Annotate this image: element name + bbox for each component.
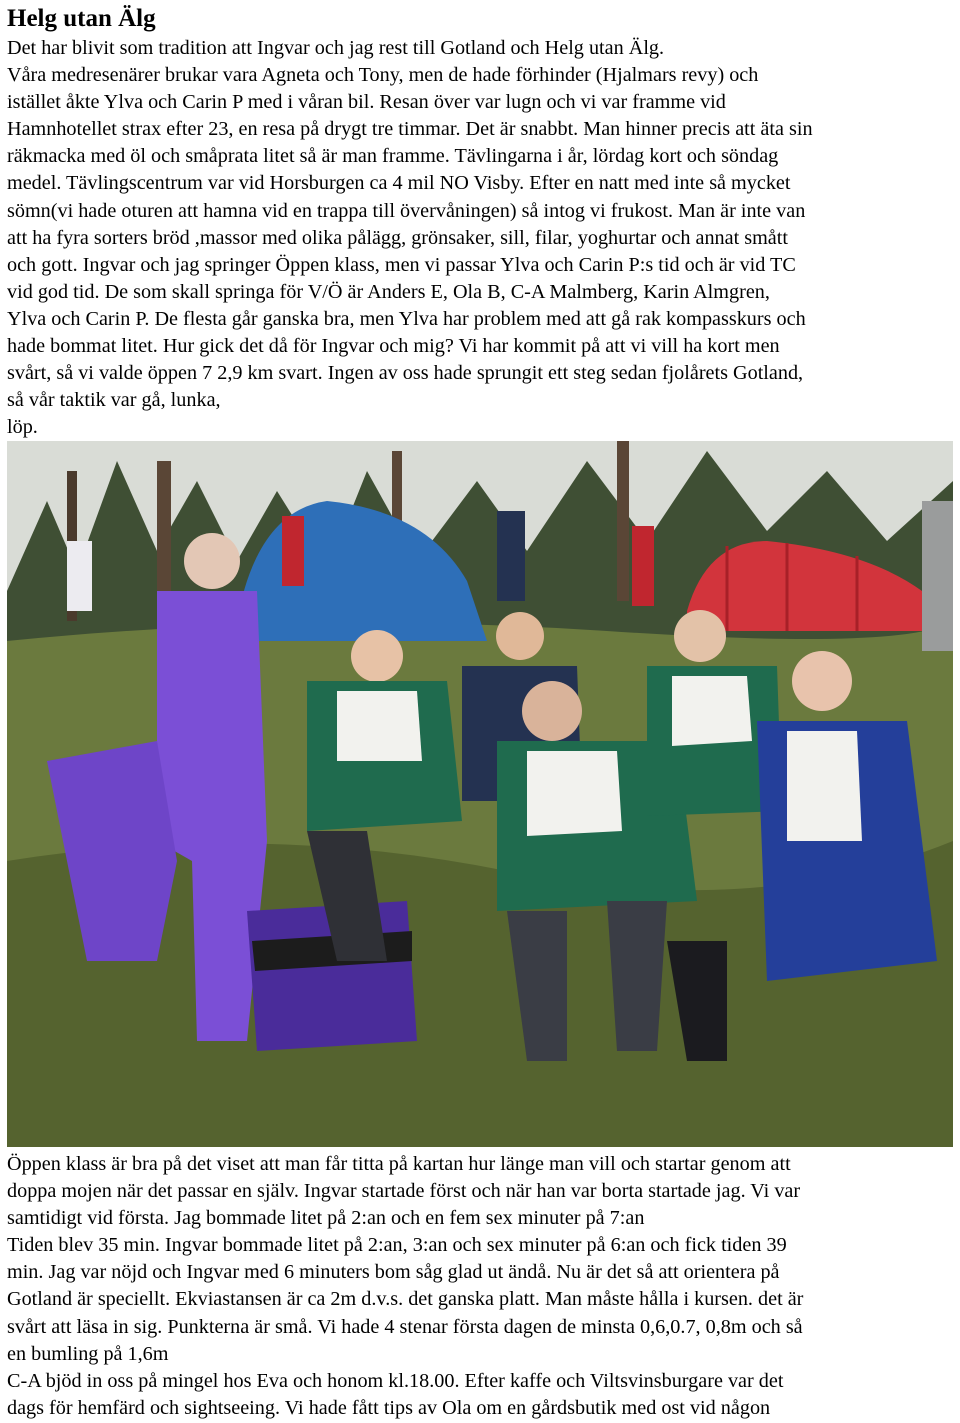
person-head — [792, 651, 852, 711]
text-line: sömn(vi hade oturen att hamna vid en trappa till övervåningen) så intog vi frukost. Man är inte van — [7, 199, 806, 222]
text-line: räkmacka med öl och småprata litet så är man framme. Tävlingarna i år, lördag kort och söndag — [7, 145, 779, 168]
text-line: Det har blivit som tradition att Ingvar och jag rest till Gotland och Helg utan Älg. — [7, 37, 665, 59]
text-line: att ha fyra sorters bröd ,massor med olika pålägg, grönsaker, sill, filar, yoghurtar och annat smått — [7, 226, 788, 249]
outro-paragraph — [7, 1151, 957, 1422]
text-line: svårt att läsa in sig. Punkterna är små. Vi hade 4 stenar första dagen de minsta 0,6,0.7, 0,8m och så — [7, 1315, 803, 1338]
text-line: istället åkte Ylva och Carin P med i våran bil. Resan över var lugn och vi var framme vid — [7, 91, 726, 114]
text-line: Tiden blev 35 min. Ingvar bommade litet på 2:an, 3:an och sex minuter på 6:an och fick tiden 39 — [7, 1234, 787, 1257]
person-head — [674, 610, 726, 662]
text-line: löp. — [7, 416, 38, 439]
person-legs — [607, 901, 667, 1051]
background-person — [282, 516, 304, 586]
photo-illustration — [7, 441, 953, 1147]
person-head — [496, 612, 544, 660]
text-line: en bumling på 1,6m — [7, 1342, 169, 1365]
background-person — [67, 541, 92, 611]
person-head — [351, 630, 403, 682]
text-line: Hamnhotellet strax efter 23, en resa på drygt tre timmar. Det är snabbt. Man hinner precis att äta sin — [7, 118, 813, 141]
text-line: så vår taktik var gå, lunka, — [7, 389, 221, 412]
text-line: doppa mojen när det passar en själv. Ingvar startade först och när han var borta startade jag. Vi var — [7, 1180, 801, 1203]
background-person — [922, 501, 953, 651]
text-line: Våra medresenärer brukar vara Agneta och Tony, men de hade förhinder (Hjalmars revy) och — [7, 64, 759, 87]
text-line: hade bommat litet. Hur gick det då för Ingvar och mig? Vi har kommit på att vi vill ha kort men — [7, 335, 780, 358]
intro-paragraph — [7, 35, 957, 441]
text-line: dags för hemfärd och sightseeing. Vi hade fått tips av Ola om en gårdsbutik med ost vid någon — [7, 1396, 771, 1419]
text-line: samtidigt vid första. Jag bommade litet på 2:an och en fem sex minuter på 7:an — [7, 1207, 645, 1230]
text-line: medel. Tävlingscentrum var vid Horsburgen ca 4 mil NO Visby. Efter en natt med inte så mycket — [7, 172, 791, 195]
text-line: vid god tid. De som skall springa för V/Ö är Anders E, Ola B, C-A Malmberg, Karin Almgren, — [7, 280, 770, 303]
background-person — [497, 511, 525, 601]
tree-trunk — [617, 441, 629, 601]
article-title: Helg utan Älg — [7, 5, 156, 32]
text-line: min. Jag var nöjd och Ingvar med 6 minuters bom såg glad ut ändå. Nu är det så att orientera på — [7, 1261, 780, 1284]
text-line: Gotland är speciellt. Ekviastansen är ca 2m d.v.s. det ganska platt. Man måste hålla i kursen. det är — [7, 1288, 804, 1311]
group-photo — [7, 441, 953, 1147]
background-person — [632, 526, 654, 606]
person-head — [522, 681, 582, 741]
text-line: Öppen klass är bra på det viset att man får titta på kartan hur länge man vill och startar genom att — [7, 1153, 791, 1175]
text-line: svårt, så vi valde öppen 7 2,9 km svart. Ingen av oss hade sprungit ett steg sedan fjolårets Gotland, — [7, 362, 804, 385]
person-head — [184, 533, 240, 589]
text-line: och gott. Ingvar och jag springer Öppen klass, men vi passar Ylva och Carin P:s tid och är vid TC — [7, 253, 796, 276]
text-line: Ylva och Carin P. De flesta går ganska bra, men Ylva har problem med att gå rak kompasskurs och — [7, 307, 806, 330]
text-line: C-A bjöd in oss på mingel hos Eva och honom kl.18.00. Efter kaffe och Viltsvinsburgare var det — [7, 1369, 784, 1392]
